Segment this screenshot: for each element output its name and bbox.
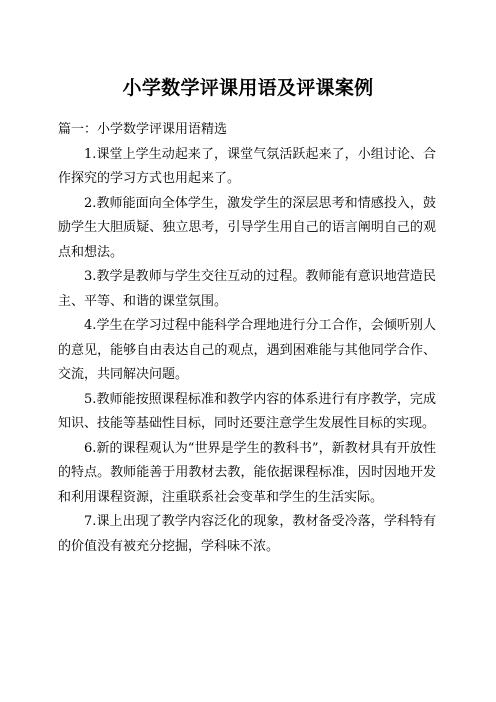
paragraph-7: 7.课上出现了教学内容泛化的现象，教材备受冷落，学科特有的价值没有被充分挖掘，学科味不浓。 [58,514,436,554]
section-heading: 篇一：小学数学评课用语精选 [58,122,228,137]
paragraph-3: 3.教学是教师与学生交往互动的过程。教师能有意识地营造民主、平等、和谐的课堂氛围。 [58,269,436,309]
document-title: 小学数学评课用语及评课案例 [122,77,374,99]
document-body [58,118,436,559]
paragraph-4: 4.学生在学习过程中能科学合理地进行分工合作，会倾听别人的意见，能够自由表达自己的观点，遇到困难能与其他同学合作、交流，共同解决问题。 [58,318,436,382]
paragraph-2: 2.教师能面向全体学生，激发学生的深层思考和情感投入，鼓励学生大胆质疑、独立思考，引导学生用自己的语言阐明自己的观点和想法。 [58,195,436,260]
paragraph-6: 6.新的课程观认为“世界是学生的教科书”，新教材具有开放性的特点。教师能善于用教材去教，能依据课程标准，因时因地开发和利用课程资源，注重联系社会变革和学生的生活实际。 [58,440,436,505]
paragraph-5: 5.教师能按照课程标准和教学内容的体系进行有序教学，完成知识、技能等基础性目标，同时还要注意学生发展性目标的实现。 [58,391,436,431]
paragraph-1: 1.课堂上学生动起来了，课堂气氛活跃起来了，小组讨论、合作探究的学习方式也用起来了。 [58,146,436,186]
